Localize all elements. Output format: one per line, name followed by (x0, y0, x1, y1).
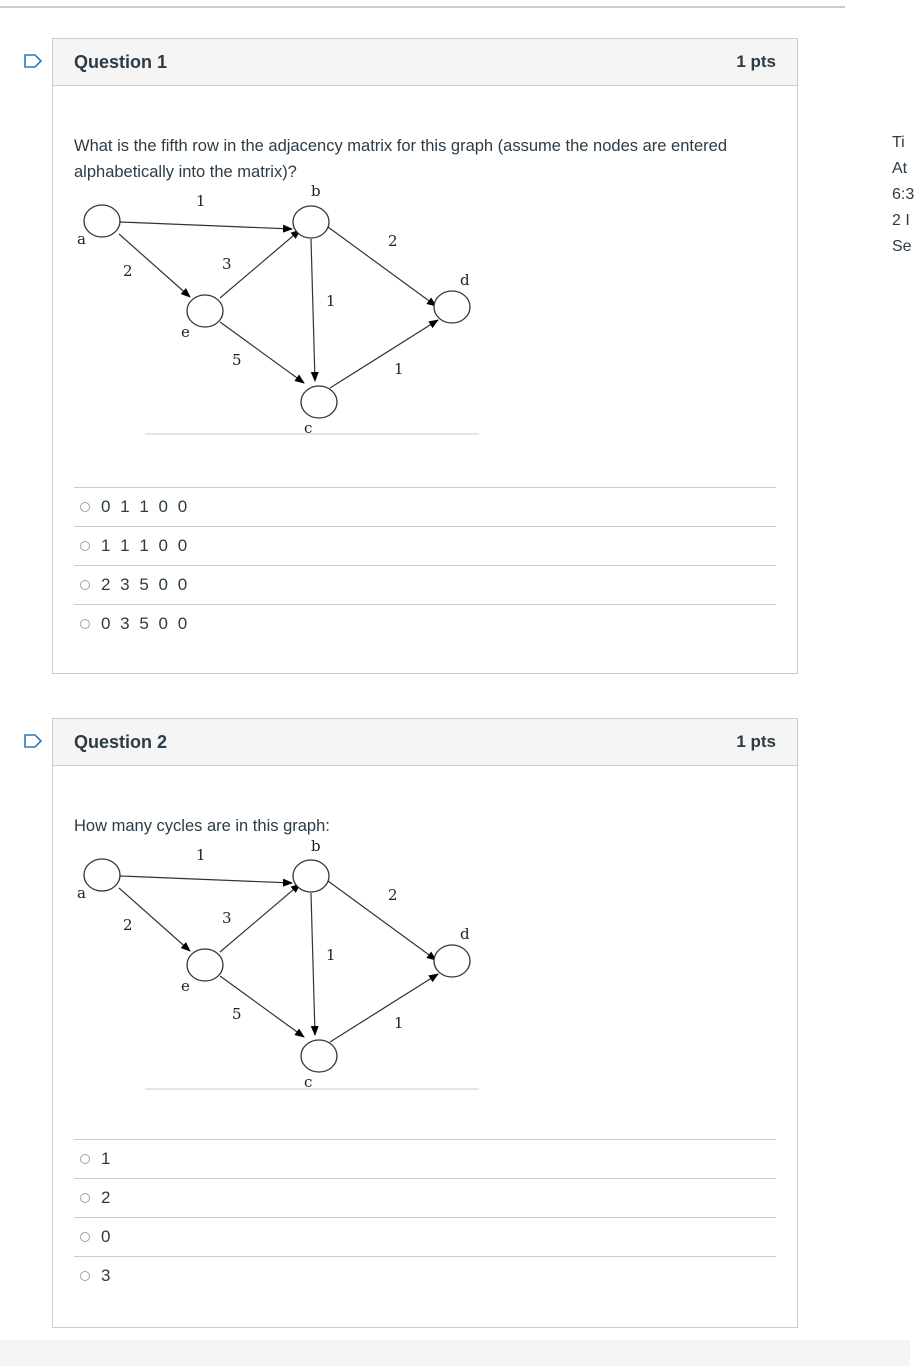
graph-image (74, 182, 494, 481)
edge-weight-bc: 1 (326, 946, 336, 964)
node-label-e: e (181, 323, 190, 341)
node-label-b: b (311, 182, 321, 200)
question-points: 1 pts (736, 732, 776, 751)
answer-option[interactable] (74, 566, 776, 605)
flag-question-icon[interactable] (24, 734, 42, 748)
radio-button-icon[interactable] (80, 580, 90, 590)
question-1 (52, 38, 798, 674)
flag-question-icon[interactable] (24, 54, 42, 68)
edge-weight-ae: 2 (123, 262, 133, 280)
edge-weight-bd: 2 (388, 232, 398, 250)
answer-option[interactable] (74, 1218, 776, 1257)
node-label-a: a (77, 884, 86, 902)
quiz-sidebar (892, 130, 914, 260)
edge-weight-ae: 2 (123, 916, 133, 934)
radio-button-icon[interactable] (80, 502, 90, 512)
answer-option[interactable] (74, 488, 776, 527)
sidebar-line: 6:3 (892, 186, 914, 203)
radio-button-icon[interactable] (80, 619, 90, 629)
answer-text: 3 (101, 1266, 113, 1285)
node-label-e: e (181, 977, 190, 995)
answer-text: 0 1 1 0 0 (101, 497, 190, 516)
node-label-c: c (304, 419, 313, 437)
edge-weight-eb: 3 (222, 909, 232, 927)
answer-option[interactable] (74, 1140, 776, 1179)
edge-weight-ab: 1 (196, 192, 206, 210)
answer-list (74, 487, 776, 643)
question-title: Question 1 (74, 51, 168, 72)
answer-text: 1 (101, 1149, 113, 1168)
node-label-a: a (77, 230, 86, 248)
question-points: 1 pts (736, 52, 776, 71)
node-label-b: b (311, 837, 321, 855)
edge-weight-cd: 1 (394, 360, 404, 378)
footer-band (0, 1340, 910, 1366)
question-2 (52, 718, 798, 1328)
edge-weight-eb: 3 (222, 255, 232, 273)
answer-text: 1 1 1 0 0 (101, 536, 190, 555)
edge-weight-cd: 1 (394, 1014, 404, 1032)
answer-text: 2 (101, 1188, 113, 1207)
node-label-c: c (304, 1073, 313, 1091)
radio-button-icon[interactable] (80, 1193, 90, 1203)
edge-weight-ec: 5 (232, 1005, 242, 1023)
answer-option[interactable] (74, 527, 776, 566)
question-header (53, 39, 797, 86)
answer-text: 0 3 5 0 0 (101, 614, 190, 633)
answer-option[interactable] (74, 1257, 776, 1295)
answer-list (74, 1139, 776, 1295)
edge-weight-bd: 2 (388, 886, 398, 904)
sidebar-line: Se (892, 238, 912, 255)
edge-weight-ab: 1 (196, 846, 206, 864)
edge-weight-ec: 5 (232, 351, 242, 369)
radio-button-icon[interactable] (80, 1154, 90, 1164)
sidebar-line: At (892, 160, 908, 177)
radio-button-icon[interactable] (80, 541, 90, 551)
question-text: How many cycles are in this graph: (74, 817, 330, 835)
sidebar-line: Ti (892, 134, 905, 151)
graph-image (74, 837, 494, 1133)
answer-option[interactable] (74, 1179, 776, 1218)
question-text: What is the fifth row in the adjacency matrix for this graph (assume the nodes are entered alphabetically into the matrix)? (74, 137, 727, 181)
question-title: Question 2 (74, 731, 168, 752)
radio-button-icon[interactable] (80, 1232, 90, 1242)
edge-weight-bc: 1 (326, 292, 336, 310)
radio-button-icon[interactable] (80, 1271, 90, 1281)
sidebar-line: 2 I (892, 212, 910, 229)
node-label-d: d (460, 925, 470, 943)
answer-option[interactable] (74, 605, 776, 643)
node-label-d: d (460, 271, 470, 289)
answer-text: 2 3 5 0 0 (101, 575, 190, 594)
question-header (53, 719, 797, 766)
answer-text: 0 (101, 1227, 113, 1246)
top-divider (0, 6, 845, 8)
